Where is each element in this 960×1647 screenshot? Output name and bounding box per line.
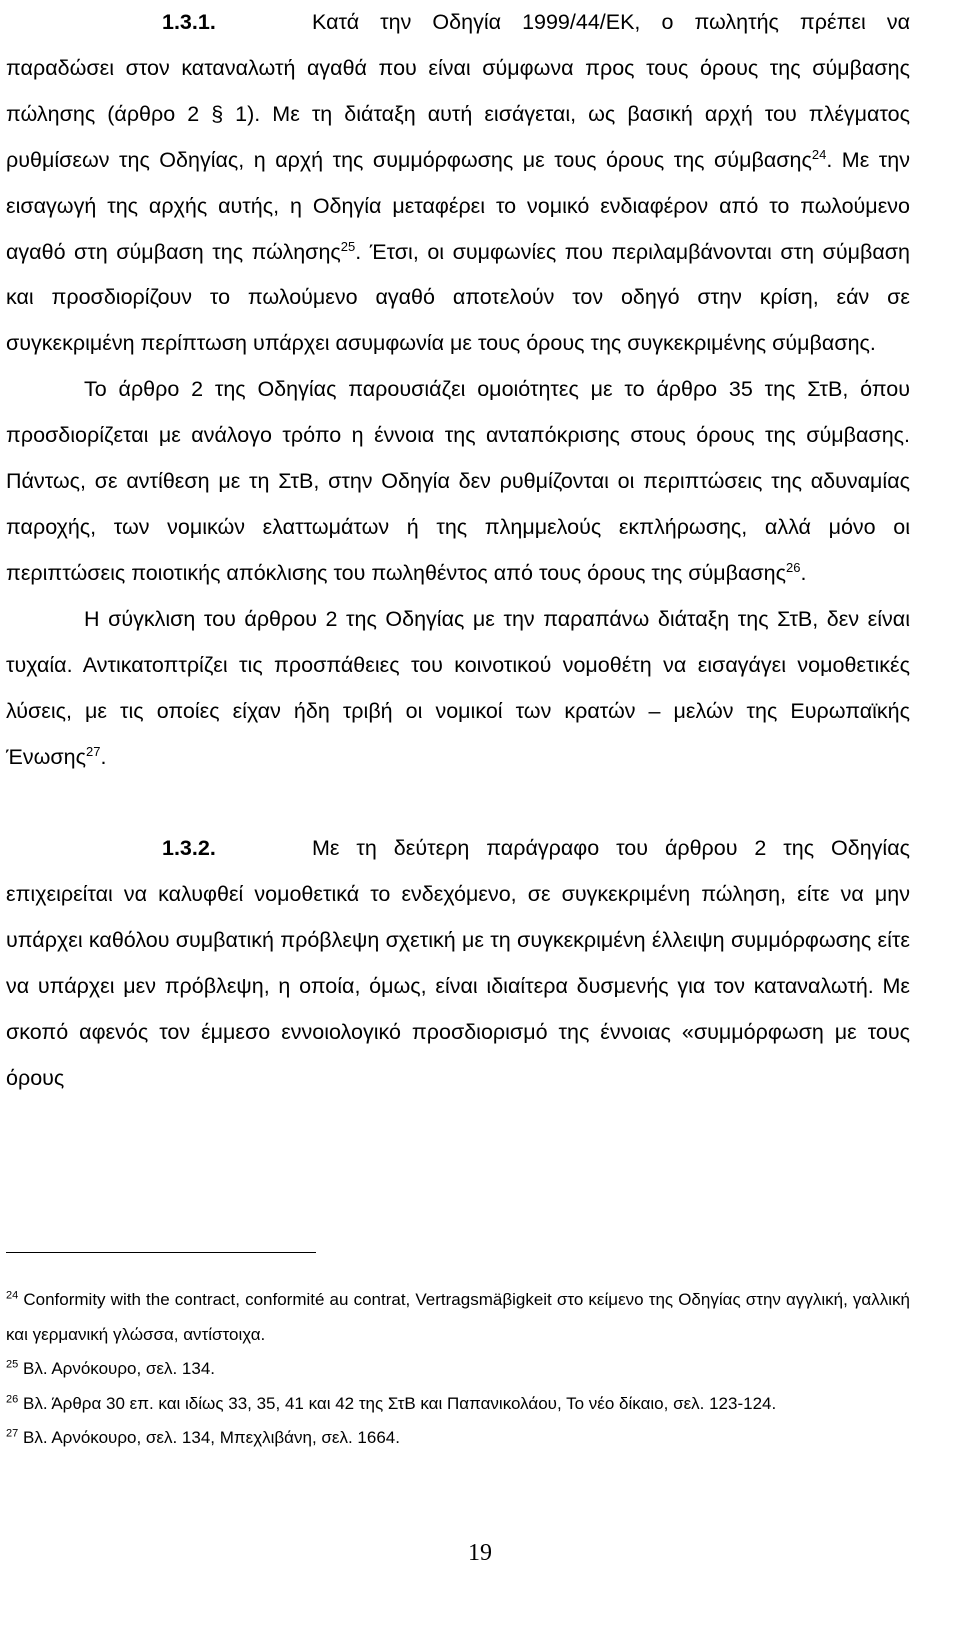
footnote-number: 25 [6, 1358, 19, 1371]
document-page [6, 0, 910, 1102]
paragraph-text: Το άρθρο 2 της Οδηγίας παρουσιάζει ομοιότητες με το άρθρο 35 της ΣτΒ, όπου προσδιορίζεται με ανάλογο τρόπο η έννοια της ανταπόκρισης στους όρους της σύμβασης. Πάντως, σε αντίθεση με τη ΣτΒ, στην Οδηγία δεν ρυθμίζονται οι περιπτώσεις της αδυναμίας παροχής, των νομικών ελαττωμάτων ή της πλημμελούς εκπλήρωσης, αλλά μόνο οι περιπτώσεις ποιοτικής απόκλισης του πωληθέντος από τους όρους της σύμβασης [6, 377, 910, 585]
footnote-ref-24[interactable]: 24 [811, 146, 827, 162]
footnote-number: 24 [6, 1289, 19, 1302]
paragraph-4 [6, 826, 910, 1101]
footnote-text: Βλ. Αρνόκουρο, σελ. 134, Μπεχλιβάνη, σελ. 1664. [22, 1428, 400, 1447]
section-number: 1.3.2. [162, 836, 216, 861]
footnote-25 [6, 1352, 910, 1387]
footnote-number: 27 [6, 1427, 19, 1440]
footnote-27 [6, 1421, 910, 1456]
footnote-26 [6, 1387, 910, 1422]
footnote-ref-25[interactable]: 25 [340, 238, 356, 254]
section-number: 1.3.1. [162, 10, 216, 34]
paragraph-text: Η σύγκλιση του άρθρου 2 της Οδηγίας με την παραπάνω διάταξη της ΣτΒ, δεν είναι τυχαία. Αντικατοπτρίζει τις προσπάθειες του κοινοτικού νομοθέτη να εισαγάγει νομοθετικές λύσεις, με τις οποίες είχαν ήδη τριβή οι νομικοί των κρατών – μελών της Ευρωπαϊκής Ένωσης [6, 606, 910, 769]
paragraph-text: Κατά την Οδηγία 1999/44/ΕΚ, ο πωλητής πρέπει να παραδώσει στον καταναλωτή αγαθά που είναι σύμφωνα προς τους όρους της σύμβασης πώλησης (άρθρο 2 § 1). Με τη διάταξη αυτή εισάγεται, ως βασική αρχή του πλέγματος ρυθμίσεων της Οδηγίας, η αρχή της συμμόρφωσης με τους όρους της σύμβασης [6, 10, 910, 172]
footnote-separator [6, 1252, 316, 1253]
paragraph-text: . [100, 744, 107, 769]
paragraph-2 [6, 367, 910, 597]
footnote-number: 26 [6, 1392, 19, 1405]
footnote-ref-27[interactable]: 27 [86, 743, 101, 759]
footnote-ref-26[interactable]: 26 [786, 559, 801, 575]
page-number: 19 [468, 1540, 492, 1566]
paragraph-text: . Με την εισαγωγή της αρχής αυτής, η Οδηγία μεταφέρει το νομικό ενδιαφέρον από το πωλούμενο αγαθό στη σύμβαση της πώλησης [6, 147, 910, 264]
footnotes [6, 1283, 910, 1456]
footnote-24 [6, 1283, 910, 1352]
paragraph-1 [6, 0, 910, 367]
footnote-text: Conformity with the contract, conformité au contrat, Vertragsmäβigkeit στο κείμενο της Οδηγίας στην αγγλική, γαλλική και γερμανική γλώσσα, αντίστοιχα. [6, 1290, 910, 1344]
paragraph-text: . Έτσι, οι συμφωνίες που περιλαμβάνονται στη σύμβαση και προσδιορίζουν το πωλούμενο αγαθό αποτελούν τον οδηγό στην κρίση, εάν σε συγκεκριμένη περίπτωση υπάρχει ασυμφωνία με τους όρους της συγκεκριμένης σύμβασης. [6, 239, 910, 356]
footnote-text: Βλ. Αρνόκουρο, σελ. 134. [22, 1359, 216, 1378]
paragraph-3 [6, 597, 910, 781]
paragraph-text: Με τη δεύτερη παράγραφο του άρθρου 2 της Οδηγίας επιχειρείται να καλυφθεί νομοθετικά το ενδεχόμενο, σε συγκεκριμένη πώληση, είτε να μην υπάρχει καθόλου συμβατική πρόβλεψη σχετική με τη συγκεκριμένη έλλειψη συμμόρφωσης είτε να υπάρχει μεν πρόβλεψη, η οποία, όμως, είναι ιδιαίτερα δυσμενής για τον καταναλωτή. Με σκοπό αφενός τον έμμεσο εννοιολογικό προσδιορισμό της έννοιας «συμμόρφωση με τους όρους [6, 836, 910, 1090]
paragraph-text: . [800, 560, 807, 585]
footnote-text: Βλ. Άρθρα 30 επ. και ιδίως 33, 35, 41 και 42 της ΣτΒ και Παπανικολάου, Το νέο δίκαιο, σελ. 123-124. [22, 1393, 777, 1413]
